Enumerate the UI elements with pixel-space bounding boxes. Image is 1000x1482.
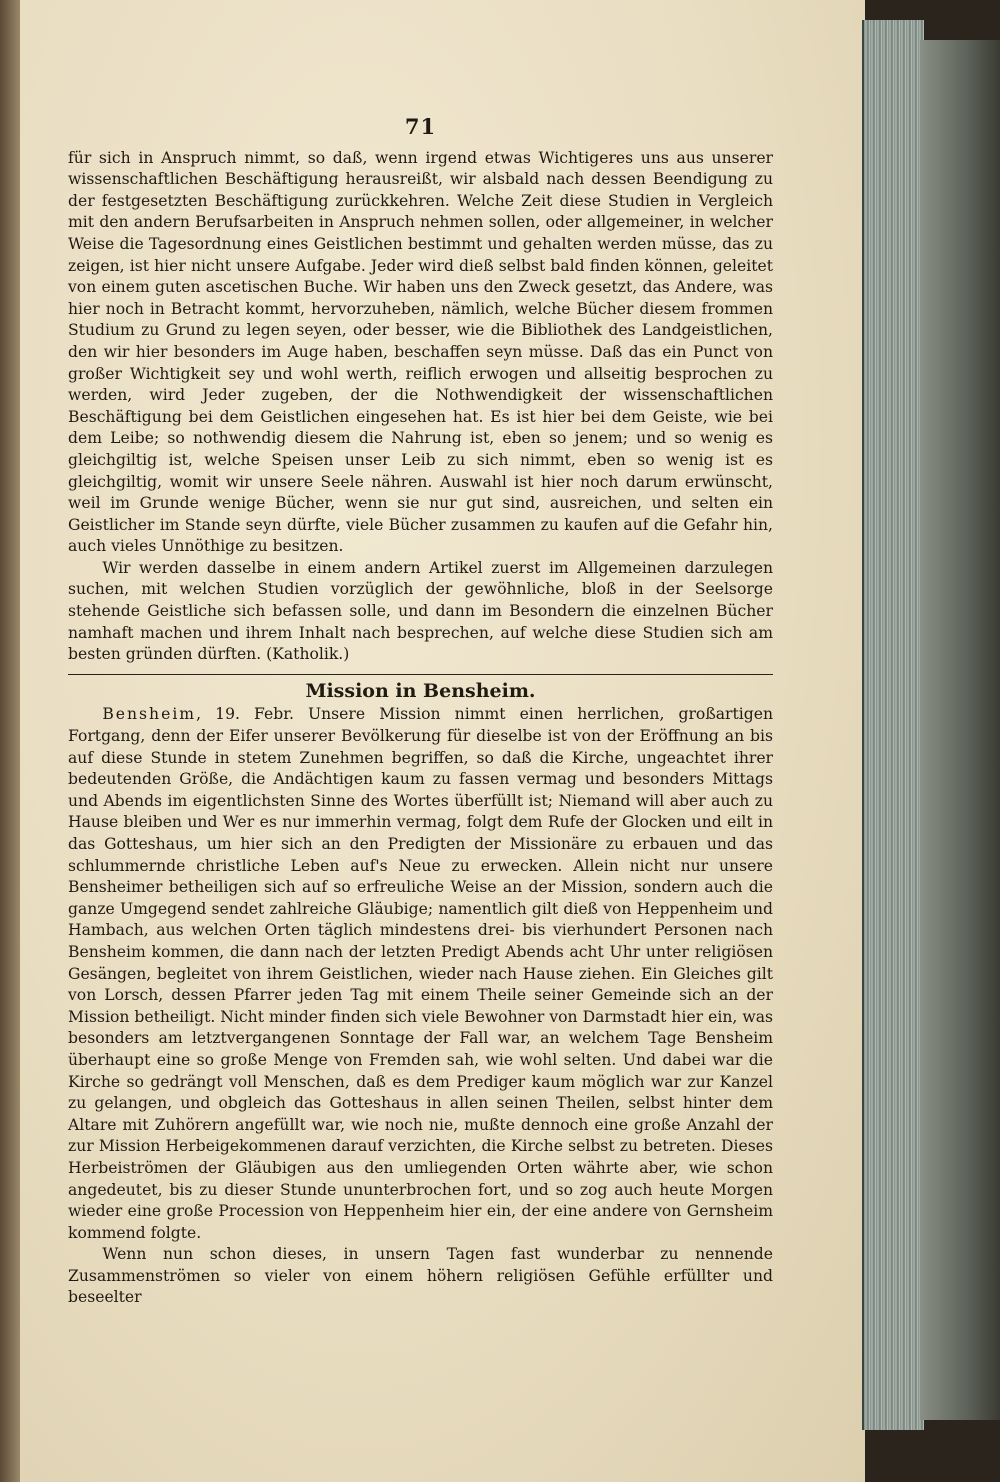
book-cover-edge xyxy=(920,40,1000,1420)
section-heading: Mission in Bensheim. xyxy=(68,674,773,703)
paragraph-3-body: , 19. Febr. Unsere Mission nimmt einen herrlichen, großartigen Fortgang, denn der Eifer unserer Bevölkerung für dieselbe ist von der Eröffnung an bis auf diese Stunde in stetem Zunehmen begriffen, so daß die Kirche, ungeachtet ihrer bedeutenden Größe, die Andächtigen kaum zu fassen vermag und besonders Mittags und Abends im eigentlichsten Sinne des Wortes überfüllt ist; Niemand will aber auch zu Hause bleiben und Wer es nur immerhin vermag, folgt dem Rufe der Glocken und eilt in das Gotteshaus, um hier sich an den Predigten der Missionäre zu erbauen und das schlummernde christliche Leben auf's Neue zu erwecken. Allein nicht nur unsere Bensheimer betheiligen sich auf so erfreuliche Weise an der Mission, sondern auch die ganze Umgegend sendet zahlreiche Gläubige; namentlich gilt dieß von Heppenheim und Hambach, aus welchen Orten täglich mindestens drei- bis vierhundert Personen nach Bensheim kommen, die dann nach der letzten Predigt Abends acht Uhr unter religiösen Gesängen, begleitet von ihrem Geistlichen, wieder nach Hause ziehen. Ein Gleiches gilt von Lorsch, dessen Pfarrer jeden Tag mit einem Theile seiner Gemeinde sich an der Mission betheiligt. Nicht minder finden sich viele Bewohner von Darmstadt hier ein, was besonders am letztvergangenen Sonntage der Fall war, an welchem Tage Bensheim überhaupt eine so große Menge von Fremden sah, wie wohl selten. Und dabei war die Kirche so gedrängt voll Menschen, daß es dem Prediger kaum möglich war zur Kanzel zu gelangen, und obgleich das Gotteshaus in allen seinen Theilen, selbst hinter dem Altare mit Zuhörern angefüllt war, wie noch nie, mußte dennoch eine große Anzahl der zur Mission Herbeigekommenen darauf verzichten, die Kirche selbst zu betreten. Dieses Herbeiströmen der Gläubigen aus den umliegenden Orten währte aber, wie schon angedeutet, bis zu dieser Stunde ununterbrochen fort, und so zog auch heute Morgen wieder eine große Procession von Heppenheim hier ein, der eine andere von Gernsheim kommend folgte. xyxy=(68,705,773,1242)
page-text-block xyxy=(68,116,773,1309)
page-number: 71 xyxy=(404,114,437,139)
paragraph-4: Wenn nun schon dieses, in unsern Tagen fast wunderbar zu nennende Zusammenströmen so vieler von einem höhern religiösen Gefühle erfüllter und beseelter xyxy=(68,1245,773,1307)
paragraph-continued: für sich in Anspruch nimmt, so daß, wenn irgend etwas Wichtigeres uns aus unserer wissenschaftlichen Beschäftigung herausreißt, wir alsbald nach dessen Beendigung zu der festgesetzten Beschäftigung zurückkehren. Welche Zeit diese Studien in Vergleich mit den andern Berufsarbeiten in Anspruch nehmen sollen, oder allgemeiner, in welcher Weise die Tagesordnung eines Geistlichen bestimmt und gehalten werden müsse, das zu zeigen, ist hier nicht unsere Aufgabe. Jeder wird dieß selbst bald finden können, geleitet von einem guten ascetischen Buche. Wir haben uns den Zweck gesetzt, das Andere, was hier noch in Betracht kommt, hervorzuheben, nämlich, welche Bücher diesem frommen Studium zu Grund zu legen seyen, oder besser, wie die Bibliothek des Landgeistlichen, den wir hier besonders im Auge haben, beschaffen seyn müsse. Daß das ein Punct von großer Wichtigkeit sey und wohl werth, reiflich erwogen und allseitig besprochen zu werden, wird Jeder zugeben, der die Nothwendigkeit der wissenschaftlichen Beschäftigung bei dem Geistlichen eingesehen hat. Es ist hier bei dem Geiste, wie bei dem Leibe; so nothwendig diesem die Nahrung ist, eben so jenem; und so wenig es gleichgiltig ist, welche Speisen unser Leib zu sich nimmt, eben so wenig ist es gleichgiltig, womit wir unsere Seele nähren. Auswahl ist hier noch darum erwünscht, weil im Grunde wenige Bücher, wenn sie nur gut sind, ausreichen, und selten ein Geistlicher im Stande seyn dürfte, viele Bücher zusammen zu kaufen auf die Gefahr hin, auch vieles Unnöthige zu besitzen. xyxy=(68,148,773,556)
paragraph-3 xyxy=(68,704,773,1244)
dateline-place: Bensheim xyxy=(102,705,197,724)
paragraph-2: Wir werden dasselbe in einem andern Artikel zuerst im Allgemeinen darzulegen suchen, mit welchen Studien vorzüglich der gewöhnliche, bloß in der Seelsorge stehende Geistliche sich befassen solle, und dann im Besondern die einzelnen Bücher namhaft machen und ihrem Inhalt nach besprechen, auf welche diese Studien sich am besten gründen dürften. (Katholik.) xyxy=(68,558,773,664)
book-page-edges xyxy=(862,20,924,1430)
